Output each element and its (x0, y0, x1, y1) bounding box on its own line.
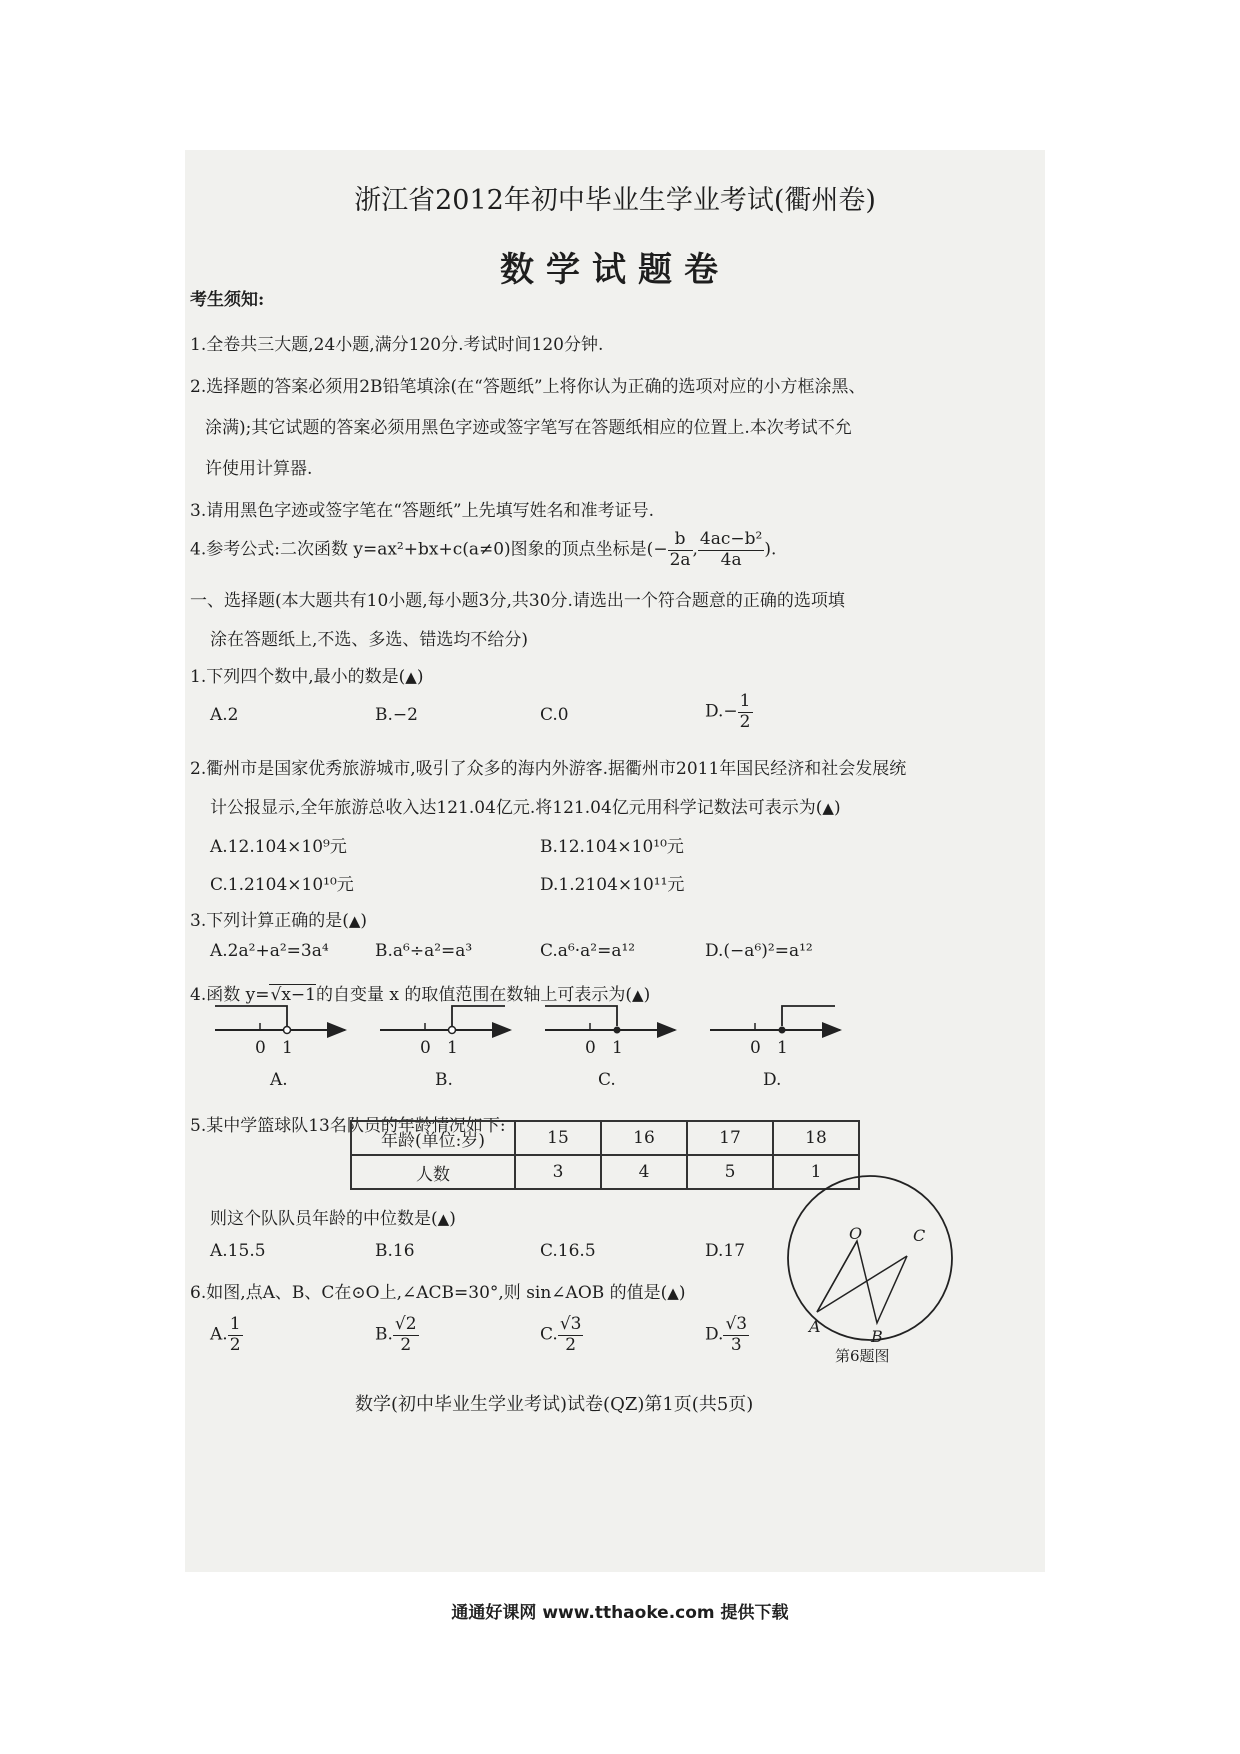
q4-a-tick0: 0 (255, 1038, 266, 1058)
q6-answer-mark: ▲ (667, 1284, 679, 1302)
q6-stem-text: 6.如图,点A、B、C在⊙O上,∠ACB=30°,则 sin∠AOB 的值是( (190, 1283, 668, 1303)
q1-option-d (705, 692, 753, 732)
q5-answer-mark: ▲ (437, 1210, 450, 1228)
q6-option-a-den: 2 (229, 1334, 241, 1355)
q2-option-d: D.1.2104×10¹¹元 (540, 875, 685, 895)
q4-a-tick1: 1 (282, 1038, 293, 1058)
q5-question (210, 1204, 456, 1229)
table-cell: 15 (515, 1121, 601, 1155)
notice-item-2: 2.选择题的答案必须用2B铅笔填涂(在“答题纸”上将你认为正确的选项对应的小方框涂黑、 (190, 377, 866, 397)
notice-item-2-cont: 涂满);其它试题的答案必须用黑色字迹或签字笔写在答题纸相应的位置上.本次考试不允 (205, 418, 852, 438)
q2-close: ) (833, 798, 841, 818)
exam-title: 浙江省2012年初中毕业生学业考试(衢州卷) (354, 185, 876, 216)
q1-option-d-num: 1 (739, 691, 751, 711)
table-cell: 17 (687, 1121, 773, 1155)
q5-stem: 5.某中学篮球队13名队员的年龄情况如下: (190, 1116, 506, 1136)
q4-label-c: C. (598, 1070, 616, 1090)
q3-option-c: C.a⁶·a²=a¹² (540, 941, 636, 961)
q6-option-d (705, 1315, 749, 1355)
q4-d-tick1: 1 (777, 1038, 788, 1058)
q2-option-a: A.12.104×10⁹元 (210, 837, 347, 857)
number-line-a (215, 1006, 345, 1034)
q6-option-d-num: √3 (725, 1314, 748, 1334)
q6-option-d-fraction (723, 1315, 749, 1355)
formula-y-fraction (698, 530, 764, 570)
sqrt-symbol-icon: √ (270, 985, 282, 1005)
q1-close: ) (416, 667, 424, 687)
q6-option-a (210, 1315, 243, 1355)
notice-item-1: 1.全卷共三大题,24小题,满分120分.考试时间120分钟. (190, 335, 604, 355)
table-cell: 18 (773, 1121, 859, 1155)
q6-option-b (375, 1315, 419, 1355)
formula-x-den: 2a (669, 549, 691, 570)
notice-item-4 (190, 530, 776, 570)
number-line-d (710, 1006, 840, 1034)
q4-radicand: x−1 (281, 985, 316, 1005)
q6-stem (190, 1278, 685, 1303)
formula-y-den: 4a (720, 549, 742, 570)
q3-answer-mark: ▲ (348, 912, 361, 930)
section1-heading: 一、选择题(本大题共有10小题,每小题3分,共30分.请选出一个符合题意的正确的选项填 (190, 591, 845, 611)
q5-option-b: B.16 (375, 1241, 415, 1261)
q4-label-b: B. (435, 1070, 453, 1090)
q1-option-d-prefix: D.− (705, 701, 738, 722)
q2-stem-line2-text: 计公报显示,全年旅游总收入达121.04亿元.将121.04亿元用科学记数法可表示为( (210, 798, 823, 818)
q4-stem-prefix: 4.函数 y= (190, 985, 270, 1005)
q1-stem (190, 662, 423, 687)
label-b: B (871, 1327, 883, 1346)
table-cell: 5 (687, 1155, 773, 1189)
label-o: O (849, 1224, 863, 1243)
q6-option-d-label: D. (705, 1324, 724, 1345)
circle-o (788, 1176, 952, 1340)
q4-close: ) (643, 985, 651, 1005)
q4-label-d: D. (763, 1070, 782, 1090)
exam-page (185, 150, 1045, 1572)
q4-b-tick1: 1 (447, 1038, 458, 1058)
q4-stem-suffix: 的自变量 x 的取值范围在数轴上可表示为( (315, 985, 633, 1005)
q1-option-a: A.2 (210, 705, 239, 725)
q2-option-b: B.12.104×10¹⁰元 (540, 837, 684, 857)
table-row (351, 1121, 859, 1155)
q2-answer-mark: ▲ (822, 799, 834, 817)
label-c: C (913, 1226, 926, 1245)
q6-option-c-label: C. (540, 1324, 558, 1345)
q6-option-a-fraction (228, 1315, 243, 1355)
q6-option-c-den: 2 (565, 1334, 577, 1355)
notice-item-4-text: 4.参考公式:二次函数 y=ax²+bx+c(a≠0)图象的顶点坐标是( (190, 539, 654, 560)
triangle-o-b-lines (817, 1241, 907, 1323)
number-line-b (380, 1006, 510, 1034)
q2-option-c: C.1.2104×10¹⁰元 (210, 875, 354, 895)
q6-option-c-num: √3 (559, 1314, 582, 1334)
figure-caption: 第6题图 (835, 1347, 890, 1365)
q6-option-c-fraction (558, 1315, 584, 1355)
table-header-age: 年龄(单位:岁) (351, 1121, 515, 1155)
paper-subtitle: 数学试题卷 (500, 250, 730, 290)
q3-stem (190, 906, 367, 931)
q6-option-d-den: 3 (730, 1334, 742, 1355)
q4-c-tick0: 0 (585, 1038, 596, 1058)
q3-option-d: D.(−a⁶)²=a¹² (705, 941, 813, 961)
q4-d-tick0: 0 (750, 1038, 761, 1058)
notice-item-3: 3.请用黑色字迹或签字笔在“答题纸”上先填写姓名和准考证号. (190, 501, 655, 521)
notice-item-2-end: 许使用计算器. (205, 459, 313, 479)
formula-x-fraction (668, 530, 693, 570)
notice-heading: 考生须知: (190, 290, 265, 310)
q4-number-lines (205, 980, 1045, 1090)
q4-answer-mark: ▲ (632, 986, 644, 1004)
q6-option-a-num: 1 (229, 1314, 241, 1334)
q1-option-d-den: 2 (739, 711, 751, 732)
q6-close: ) (678, 1283, 686, 1303)
q6-option-b-fraction (393, 1315, 419, 1355)
q6-option-b-num: √2 (394, 1314, 417, 1334)
q4-c-tick1: 1 (612, 1038, 623, 1058)
table-cell: 4 (601, 1155, 687, 1189)
q3-close: ) (360, 911, 368, 931)
triangle-a-c-lines (817, 1241, 907, 1312)
site-footer: 通通好课网 www.tthaoke.com 提供下载 (451, 1603, 789, 1623)
table-row (351, 1155, 859, 1189)
table-cell: 3 (515, 1155, 601, 1189)
q1-answer-mark: ▲ (405, 668, 417, 686)
age-table (350, 1120, 860, 1190)
q2-stem-line1: 2.衢州市是国家优秀旅游城市,吸引了众多的海内外游客.据衢州市2011年国民经济和社会发展统 (190, 759, 907, 779)
formula-y-num: 4ac−b² (699, 529, 763, 549)
q4-b-tick0: 0 (420, 1038, 431, 1058)
q5-close: ) (449, 1209, 456, 1229)
q5-option-a: A.15.5 (210, 1241, 266, 1261)
q4-label-a: A. (270, 1070, 288, 1090)
q1-option-b: B.−2 (375, 705, 418, 725)
q3-option-a: A.2a²+a²=3a⁴ (210, 941, 329, 961)
q5-question-text: 则这个队队员年龄的中位数是( (210, 1209, 438, 1229)
table-cell: 1 (773, 1155, 859, 1189)
section1-heading-cont: 涂在答题纸上,不选、多选、错选均不给分) (210, 630, 529, 650)
formula-comma: , (692, 539, 698, 560)
table-header-count: 人数 (351, 1155, 515, 1189)
q5-option-d: D.17 (705, 1241, 746, 1261)
page-footer: 数学(初中毕业生学业考试)试卷(QZ)第1页(共5页) (355, 1394, 754, 1415)
q1-option-c: C.0 (540, 705, 569, 725)
q6-option-a-label: A. (210, 1324, 228, 1345)
q1-stem-text: 1.下列四个数中,最小的数是( (190, 667, 406, 687)
q1-option-d-fraction (738, 692, 753, 732)
q3-stem-text: 3.下列计算正确的是( (190, 911, 349, 931)
formula-close: ). (764, 539, 777, 560)
q6-option-b-den: 2 (400, 1334, 412, 1355)
q6-option-b-label: B. (375, 1324, 393, 1345)
table-cell: 16 (601, 1121, 687, 1155)
q3-option-b: B.a⁶÷a²=a³ (375, 941, 473, 961)
formula-neg: − (653, 539, 668, 560)
q5-option-c: C.16.5 (540, 1241, 596, 1261)
number-line-c (545, 1006, 675, 1034)
label-a: A (809, 1317, 821, 1336)
q2-stem-line2 (210, 793, 841, 818)
formula-x-num: b (668, 530, 693, 551)
q6-option-c (540, 1315, 583, 1355)
